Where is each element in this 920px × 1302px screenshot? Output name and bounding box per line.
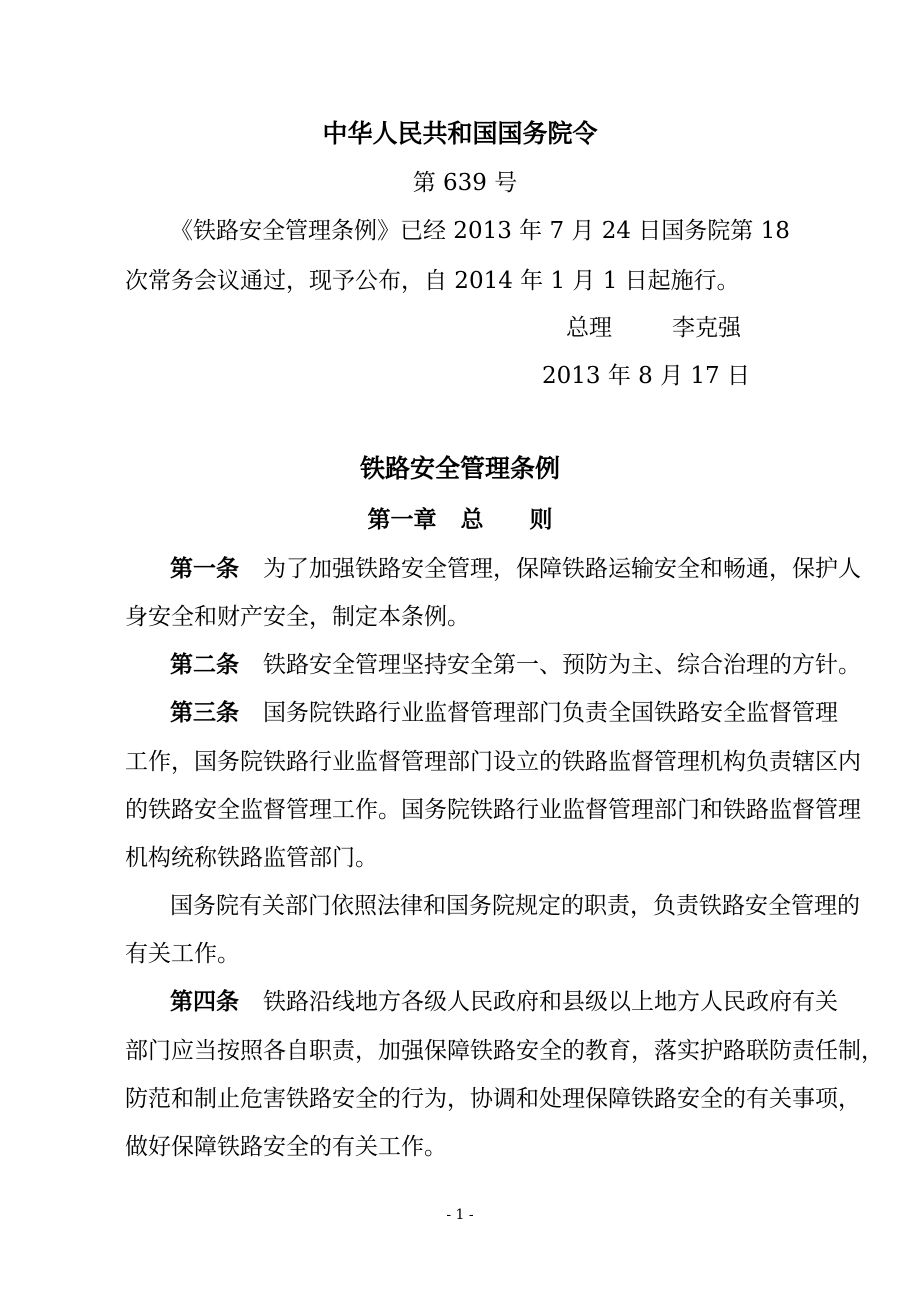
regulation-title: 铁路安全管理条例 — [359, 454, 560, 483]
chapter-heading — [0, 505, 920, 535]
article-4-line-2: 部门应当按照各自职责，加强保障铁路安全的教育，落实护路联防责任制， — [125, 1038, 884, 1064]
article-1-line-1: 第一条 为了加强铁路安全管理，保障铁路运输安全和畅通，保护人 — [170, 555, 861, 582]
decree-body-line-1: 《铁路安全管理条例》已经 2013 年 7 月 24 日国务院第 18 — [170, 218, 790, 244]
article-3-line-2: 工作，国务院铁路行业监督管理部门设立的铁路监督管理机构负责辖区内 — [125, 749, 861, 775]
article-2-label: 第二条 — [170, 651, 239, 678]
article-3-line-4: 机构统称铁路监管部门。 — [125, 845, 378, 871]
decree-number: 第 639 号 — [412, 170, 518, 196]
article-2-line-1: 第二条 铁路安全管理坚持安全第一、预防为主、综合治理的方针。 — [170, 651, 861, 678]
article-1-label: 第一条 — [170, 555, 239, 582]
article-1-line-2: 身安全和财产安全，制定本条例。 — [125, 604, 470, 630]
article-3-para-2-line-2: 有关工作。 — [125, 941, 240, 967]
signer-title: 总理 — [566, 315, 612, 341]
page-number: - 1 - — [446, 1207, 474, 1223]
decree-date: 2013 年 8 月 17 日 — [542, 363, 750, 389]
article-4-line-3: 防范和制止危害铁路安全的行为，协调和处理保障铁路安全的有关事项， — [125, 1086, 861, 1112]
signer-name: 李克强 — [672, 315, 741, 341]
article-3-line-1: 第三条 国务院铁路行业监督管理部门负责全国铁路安全监督管理 — [170, 699, 838, 726]
article-4-line-4: 做好保障铁路安全的有关工作。 — [125, 1134, 447, 1160]
decree-body-line-2: 次常务会议通过，现予公布，自 2014 年 1 月 1 日起施行。 — [125, 268, 740, 294]
chapter-label: 第一章 — [367, 506, 437, 533]
signature — [566, 313, 741, 343]
article-4-label: 第四条 — [170, 988, 239, 1015]
chapter-name: 总 则 — [460, 506, 553, 533]
article-3-para-2-line-1: 国务院有关部门依照法律和国务院规定的职责，负责铁路安全管理的 — [170, 893, 860, 919]
article-3-line-3: 的铁路安全监督管理工作。国务院铁路行业监督管理部门和铁路监督管理 — [125, 797, 861, 823]
decree-title: 中华人民共和国国务院令 — [322, 119, 598, 148]
article-3-label: 第三条 — [170, 699, 239, 726]
article-4-line-1: 第四条 铁路沿线地方各级人民政府和县级以上地方人民政府有关 — [170, 988, 838, 1015]
